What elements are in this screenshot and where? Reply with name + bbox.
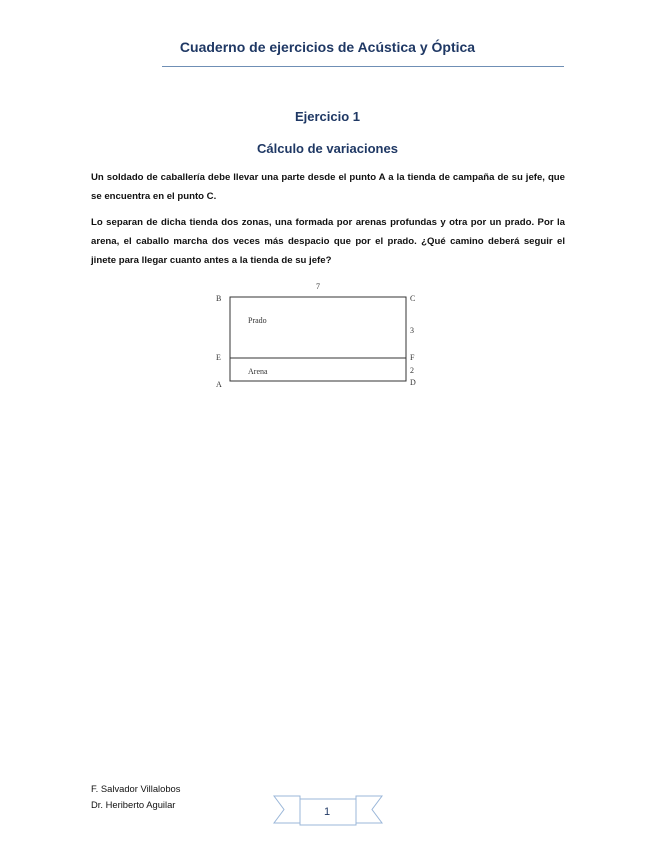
exercise-title: Ejercicio 1 bbox=[294, 109, 361, 124]
footer-authors bbox=[91, 781, 180, 813]
page-number: 1 bbox=[323, 806, 331, 818]
label-point-F: F bbox=[410, 353, 415, 362]
problem-paragraph-2: Lo separan de dicha tienda dos zonas, una formada por arenas profundas y otra por un prado. Por la arena, el caballo marcha dos veces más despacio que por el prado. ¿Qué camino deberá seguir el jinete para llegar cuanto antes a la tienda de su jefe? bbox=[91, 217, 565, 266]
label-point-E: E bbox=[216, 353, 221, 362]
footer-author-2: Dr. Heriberto Aguilar bbox=[91, 799, 176, 810]
label-prado-width: 3 bbox=[410, 326, 414, 335]
label-top-length: 7 bbox=[316, 282, 320, 291]
label-point-A: A bbox=[216, 380, 222, 389]
label-arena: Arena bbox=[248, 367, 268, 376]
label-point-D: D bbox=[410, 378, 416, 387]
exercise-subtitle: Cálculo de variaciones bbox=[257, 141, 398, 156]
label-point-B: B bbox=[216, 294, 222, 303]
zones-diagram bbox=[210, 280, 430, 400]
label-arena-width: 2 bbox=[410, 366, 414, 375]
header-title: Cuaderno de ejercicios de Acústica y Óptica bbox=[179, 39, 476, 55]
label-prado: Prado bbox=[248, 316, 267, 325]
problem-paragraph-1: Un soldado de caballería debe llevar una parte desde el punto A a la tienda de campaña de su jefe, que se encuentra en el punto C. bbox=[91, 172, 565, 202]
header-rule bbox=[162, 66, 564, 67]
footer-author-1: F. Salvador Villalobos bbox=[91, 783, 181, 794]
label-point-C: C bbox=[410, 294, 416, 303]
